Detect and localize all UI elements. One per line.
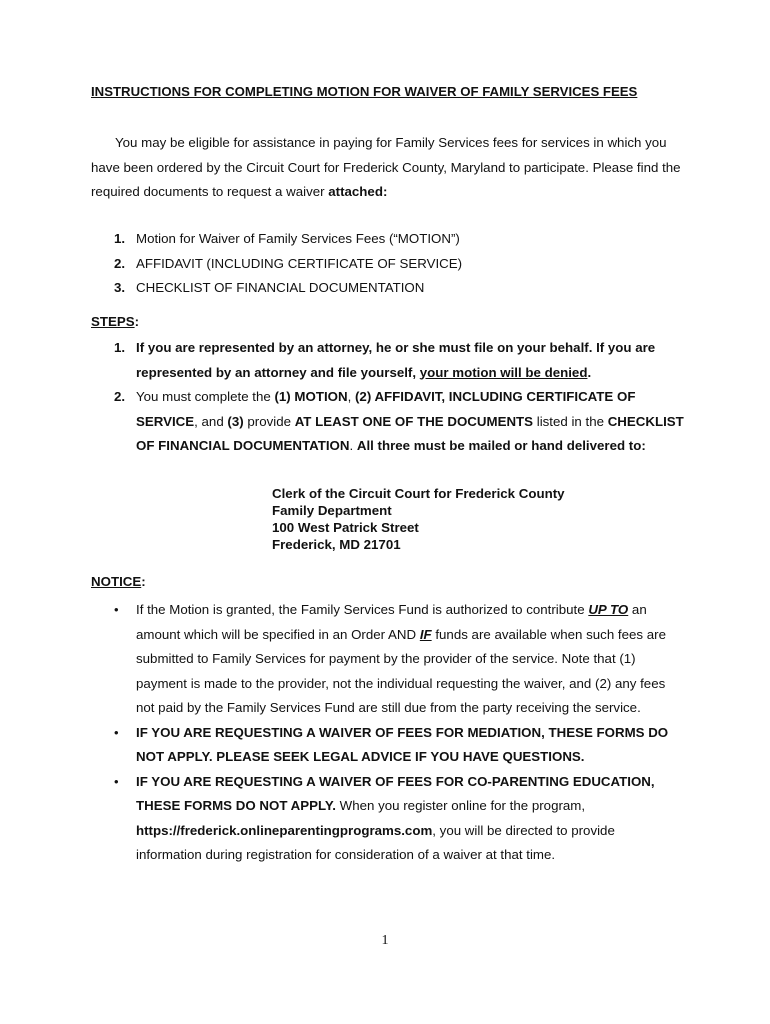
step2-provide: provide [243, 413, 295, 429]
step2-motion: (1) MOTION [274, 389, 348, 404]
step-item [114, 336, 684, 385]
document-item [114, 276, 684, 301]
step2-at-least-one: AT LEAST ONE OF THE DOCUMENTS [294, 413, 534, 429]
notice-list [114, 598, 684, 868]
notice3-heading: IF YOU ARE REQUESTING A WAIVER OF FEES FOR CO-PARENTING EDUCATION, THESE FORMS DO NOT APPLY. [136, 773, 655, 813]
bullet-icon: • [114, 602, 119, 617]
notice-item [114, 721, 684, 770]
step2-three: (3) [227, 413, 244, 429]
notice1-text-2: an amount which will be specified in an Order AND [136, 602, 647, 642]
notice-item [114, 770, 684, 868]
notice1-if: IF [419, 626, 432, 642]
address-line: Clerk of the Circuit Court for Frederick County [272, 486, 565, 501]
steps-heading-colon: : [134, 314, 140, 329]
notice-heading-label: NOTICE [91, 574, 142, 589]
step2-period: . [349, 438, 357, 453]
mailing-address [272, 485, 632, 553]
document-item [114, 227, 684, 252]
notice-item [114, 598, 684, 721]
document-text: AFFIDAVIT (INCLUDING CERTIFICATE OF SERVICE) [136, 255, 463, 271]
step1-warning: your motion will be denied [419, 364, 588, 380]
bullet-icon: • [114, 773, 119, 789]
steps-heading [91, 314, 139, 329]
bullet-icon: • [114, 724, 119, 740]
intro-paragraph [91, 131, 691, 205]
notice-heading-colon: : [141, 574, 146, 589]
step-number: 2. [114, 389, 126, 404]
notice1-text: If the Motion is granted, the Family Services Fund is authorized to contribute [136, 602, 589, 617]
notice3-text: When you register online for the program, [335, 798, 586, 813]
document-number: 2. [114, 255, 126, 271]
intro-attached: attached: [328, 184, 388, 199]
step1-end: . [587, 364, 592, 380]
step2-affidavit: (2) AFFIDAVIT, INCLUDING CERTIFICATE OF SERVICE [136, 389, 636, 429]
step2-mail-instruction: All three must be mailed or hand delivered to: [356, 438, 646, 453]
document-text: Motion for Waiver of Family Services Fees (“MOTION”) [136, 231, 460, 246]
notice3-text-2: , you will be directed to provide information during registration for consideration of a waiver at that time. [136, 822, 615, 862]
address-line: Family Department [272, 503, 392, 518]
step-number: 1. [114, 340, 126, 355]
step2-listed: listed in the [533, 413, 608, 429]
notice-heading [91, 574, 146, 589]
notice1-text-3: funds are available when such fees are submitted to Family Services for payment by the provider of the service. Note that (1) payment is made to the provider, not the individual requesting the waiver, and (2) any fees not paid by the Family Services Fund are still due from the party receiving the service. [136, 626, 666, 715]
step-item [114, 385, 684, 459]
page-number: 1 [381, 933, 389, 948]
steps-list [114, 336, 684, 459]
address-line: 100 West Patrick Street [272, 520, 419, 535]
document-number: 1. [114, 231, 126, 246]
notice3-url: https://frederick.onlineparentingprograms.com [136, 822, 433, 838]
required-documents-list [114, 227, 684, 301]
document-text: CHECKLIST OF FINANCIAL DOCUMENTATION [136, 280, 425, 295]
step1-text: If you are represented by an attorney, he or she must file on your behalf. If you are represented by an attorney and file yourself, [136, 340, 656, 380]
document-title: INSTRUCTIONS FOR COMPLETING MOTION FOR WAIVER OF FAMILY SERVICES FEES [91, 84, 638, 99]
step2-and: , and [194, 413, 228, 429]
notice2-text: IF YOU ARE REQUESTING A WAIVER OF FEES FOR MEDIATION, THESE FORMS DO NOT APPLY. PLEASE SEEK LEGAL ADVICE IF YOU HAVE QUESTIONS. [136, 724, 669, 764]
steps-heading-label: STEPS [91, 314, 135, 329]
intro-text: You may be eligible for assistance in paying for Family Services fees for services in which you have been ordered by the Circuit Court for Frederick County, Maryland to participate. Please find the required documents to request a waiver [91, 135, 681, 199]
address-line: Frederick, MD 21701 [272, 537, 401, 552]
notice1-up-to: UP TO [588, 602, 629, 617]
document-item [114, 252, 684, 277]
step2-text: You must complete the [136, 389, 275, 404]
step2-sep: , [347, 389, 355, 404]
step2-checklist: CHECKLIST OF FINANCIAL DOCUMENTATION [136, 413, 684, 453]
document-number: 3. [114, 280, 126, 295]
